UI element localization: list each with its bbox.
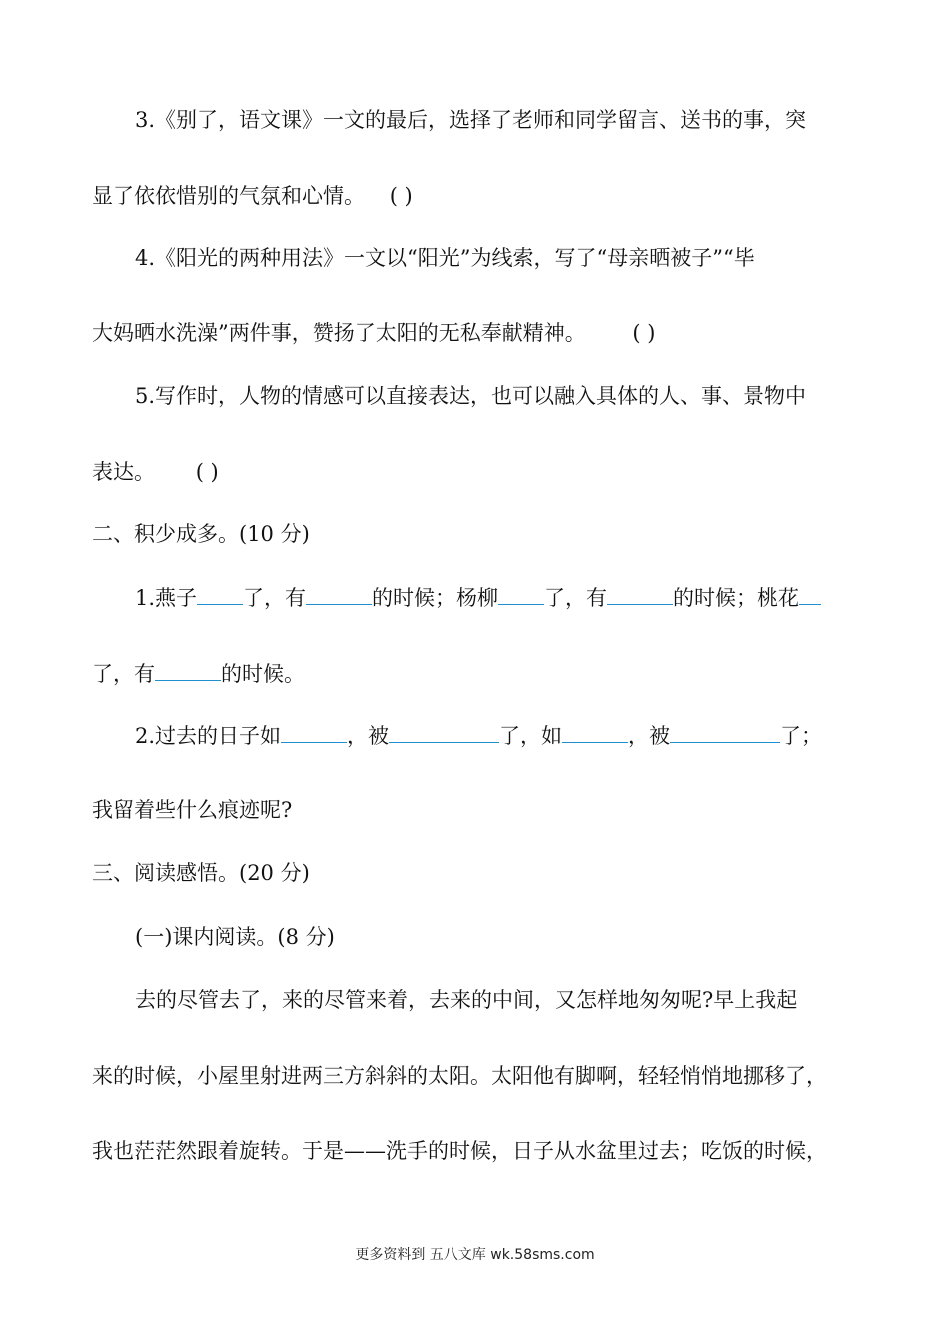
- q5-text: 表达。: [92, 460, 155, 484]
- fill2-part: 了，如: [499, 724, 563, 748]
- fill2-line1: [135, 720, 822, 751]
- blank-input[interactable]: [670, 720, 780, 743]
- fill1-part: 了，有: [92, 662, 155, 686]
- fill2-part: ，被: [347, 724, 390, 748]
- blank-input[interactable]: [498, 582, 544, 605]
- q3-line2: [92, 181, 413, 211]
- fill2-part: ，被: [628, 724, 671, 748]
- fill1-part: 1.燕子: [135, 586, 198, 610]
- blank-input[interactable]: [281, 720, 347, 743]
- fill1-part: 的时候；杨柳: [372, 586, 499, 610]
- fill2-part: 了；: [780, 724, 823, 748]
- passage-line3: 我也茫茫然跟着旋转。于是——洗手的时候，日子从水盆里过去；吃饭的时候，: [92, 1139, 827, 1163]
- q3-line1: 3.《别了，语文课》一文的最后，选择了老师和同学留言、送书的事，突: [135, 108, 807, 132]
- fill1-line2: [92, 658, 305, 689]
- section3-heading: 三、阅读感悟。(20 分): [92, 861, 310, 885]
- blank-input[interactable]: [155, 658, 221, 681]
- q5-answer-paren[interactable]: ( ): [195, 460, 219, 484]
- fill1-part: 了，有: [243, 586, 307, 610]
- q3-text: 显了依依惜别的气氛和心情。: [92, 184, 365, 208]
- footer-link[interactable]: 更多资料到 五八文库 wk.58sms.com: [355, 1247, 595, 1263]
- q5-line1: 5.写作时，人物的情感可以直接表达，也可以融入具体的人、事、景物中: [135, 384, 807, 408]
- q4-line1: 4.《阳光的两种用法》一文以“阳光”为线索，写了“母亲晒被子”“毕: [135, 246, 755, 270]
- blank-input[interactable]: [197, 582, 243, 605]
- q4-text: 大妈晒水洗澡”两件事，赞扬了太阳的无私奉献精神。: [92, 321, 586, 345]
- fill1-part: 了，有: [544, 586, 608, 610]
- passage-line2: 来的时候，小屋里射进两三方斜斜的太阳。太阳他有脚啊，轻轻悄悄地挪移了，: [92, 1064, 827, 1088]
- blank-input[interactable]: [607, 582, 673, 605]
- fill1-line1: [135, 582, 821, 613]
- fill2-part: 2.过去的日子如: [135, 724, 282, 748]
- q4-answer-paren[interactable]: ( ): [632, 321, 656, 345]
- passage-line1: 去的尽管去了，来的尽管来着，去来的中间，又怎样地匆匆呢?早上我起: [135, 988, 798, 1012]
- fill1-part: 的时候。: [221, 662, 305, 686]
- q5-line2: [92, 457, 219, 487]
- blank-input[interactable]: [799, 582, 821, 605]
- section2-heading: 二、积少成多。(10 分): [92, 522, 310, 546]
- fill2-line2: 我留着些什么痕迹呢?: [92, 798, 293, 822]
- fill1-part: 的时候；桃花: [673, 586, 800, 610]
- section3-subheading: (一)课内阅读。(8 分): [135, 925, 335, 949]
- blank-input[interactable]: [389, 720, 499, 743]
- blank-input[interactable]: [562, 720, 628, 743]
- blank-input[interactable]: [306, 582, 372, 605]
- q3-answer-paren[interactable]: ( ): [389, 184, 413, 208]
- q4-line2: [92, 318, 655, 348]
